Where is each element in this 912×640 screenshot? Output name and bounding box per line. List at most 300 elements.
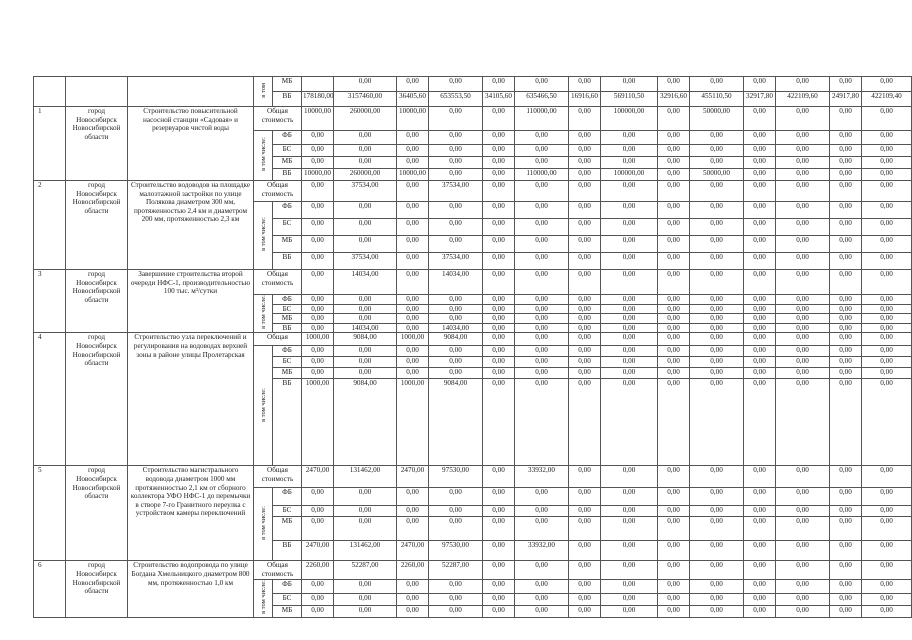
value-cell: 0,00	[658, 202, 690, 219]
value-cell: 0,00	[483, 379, 515, 466]
value-cell: 0,00	[830, 270, 862, 295]
fund-label: БС	[273, 357, 302, 368]
value-cell: 0,00	[744, 594, 776, 606]
value-cell: 0,00	[515, 488, 569, 506]
value-cell: 0,00	[483, 517, 515, 541]
value-cell: 0,00	[483, 77, 515, 92]
value-cell: 0,00	[830, 202, 862, 219]
value-cell: 0,00	[302, 580, 334, 594]
value-cell: 9084,00	[334, 379, 397, 466]
value-cell: 0,00	[483, 606, 515, 618]
value-cell: 0,00	[483, 314, 515, 324]
fund-label: МБ	[273, 517, 302, 541]
value-cell: 0,00	[483, 202, 515, 219]
fund-label: ФБ	[273, 202, 302, 219]
value-cell: 0,00	[302, 314, 334, 324]
value-cell: 0,00	[569, 594, 601, 606]
value-cell: 1000,00	[397, 379, 429, 466]
value-cell: 0,00	[862, 368, 912, 379]
value-cell: 0,00	[776, 541, 830, 561]
value-cell: 0,00	[830, 323, 862, 333]
value-cell: 0,00	[429, 77, 483, 92]
value-cell: 0,00	[334, 131, 397, 145]
value-cell: 0,00	[334, 580, 397, 594]
project-index: 1	[34, 107, 66, 181]
value-cell: 0,00	[862, 77, 912, 92]
value-cell: 0,00	[862, 357, 912, 368]
value-cell: 0,00	[776, 346, 830, 357]
value-cell: 0,00	[658, 219, 690, 236]
value-cell: 0,00	[690, 145, 744, 157]
value-cell: 0,00	[397, 517, 429, 541]
value-cell: 0,00	[429, 219, 483, 236]
vertical-label-text: в том числе:	[259, 506, 267, 541]
value-cell: 0,00	[601, 314, 658, 324]
value-cell: 0,00	[483, 368, 515, 379]
value-cell: 0,00	[601, 295, 658, 305]
value-cell: 14034,00	[429, 323, 483, 333]
value-cell: 0,00	[601, 131, 658, 145]
value-cell: 0,00	[862, 107, 912, 131]
value-cell: 0,00	[483, 219, 515, 236]
value-cell: 0,00	[658, 517, 690, 541]
project-index: 4	[34, 333, 66, 466]
value-cell: 2260,00	[397, 561, 429, 580]
value-cell: 0,00	[862, 202, 912, 219]
value-cell: 0,00	[397, 145, 429, 157]
value-cell: 0,00	[515, 323, 569, 333]
value-cell: 0,00	[569, 561, 601, 580]
value-cell: 0,00	[658, 466, 690, 488]
value-cell: 0,00	[776, 270, 830, 295]
value-cell: 0,00	[776, 157, 830, 169]
value-cell: 0,00	[397, 181, 429, 202]
value-cell: 0,00	[302, 253, 334, 270]
value-cell: 0,00	[690, 304, 744, 314]
value-cell: 0,00	[744, 323, 776, 333]
value-cell: 0,00	[483, 323, 515, 333]
value-cell: 0,00	[515, 357, 569, 368]
value-cell: 0,00	[744, 107, 776, 131]
value-cell: 0,00	[483, 169, 515, 181]
value-cell: 9084,00	[334, 333, 397, 346]
total-cost-label: Общая стоимость	[254, 561, 302, 580]
value-cell: 0,00	[862, 131, 912, 145]
value-cell: 0,00	[862, 304, 912, 314]
value-cell: 100000,00	[601, 107, 658, 131]
value-cell: 0,00	[515, 561, 569, 580]
value-cell: 52287,00	[334, 561, 397, 580]
value-cell: 0,00	[862, 466, 912, 488]
value-cell: 0,00	[658, 606, 690, 618]
value-cell: 0,00	[601, 379, 658, 466]
value-cell: 0,00	[515, 346, 569, 357]
value-cell: 0,00	[690, 236, 744, 253]
value-cell: 0,00	[334, 506, 397, 517]
value-cell: 0,00	[483, 181, 515, 202]
value-cell: 0,00	[830, 606, 862, 618]
value-cell: 0,00	[569, 169, 601, 181]
value-cell: 0,00	[429, 488, 483, 506]
value-cell: 0,00	[515, 270, 569, 295]
value-cell: 0,00	[334, 236, 397, 253]
value-cell: 0,00	[334, 488, 397, 506]
value-cell: 0,00	[658, 169, 690, 181]
value-cell: 0,00	[744, 169, 776, 181]
value-cell: 0,00	[515, 506, 569, 517]
value-cell: 0,00	[830, 333, 862, 346]
value-cell: 178180,00	[302, 92, 334, 107]
value-cell: 0,00	[334, 157, 397, 169]
fund-label: МБ	[273, 606, 302, 618]
total-cost-label: Общая стоимость	[254, 181, 302, 202]
value-cell-empty	[302, 77, 334, 92]
value-cell: 0,00	[483, 541, 515, 561]
value-cell: 0,00	[830, 506, 862, 517]
value-cell: 16916,60	[569, 92, 601, 107]
value-cell: 0,00	[397, 295, 429, 305]
value-cell: 0,00	[830, 131, 862, 145]
value-cell: 0,00	[601, 219, 658, 236]
value-cell: 0,00	[334, 219, 397, 236]
value-cell: 0,00	[397, 131, 429, 145]
value-cell: 10000,00	[302, 107, 334, 131]
value-cell: 0,00	[601, 541, 658, 561]
value-cell: 0,00	[830, 580, 862, 594]
project-name: Строительство водоводов на площадке малоэтажной застройки по улице Полякова диаметром 300 мм, протяженностью 2,4 км и диаметром 200 мм, протяженностью 2,3 км	[128, 181, 254, 270]
value-cell: 0,00	[429, 580, 483, 594]
value-cell: 0,00	[483, 253, 515, 270]
value-cell: 0,00	[397, 253, 429, 270]
value-cell: 110000,00	[515, 107, 569, 131]
value-cell: 0,00	[515, 145, 569, 157]
value-cell: 0,00	[515, 517, 569, 541]
value-cell: 0,00	[690, 270, 744, 295]
project-name: Строительство водопровода по улице Богдана Хмельницкого диаметром 800 мм, протяженностью 1,0 км	[128, 561, 254, 617]
value-cell: 0,00	[862, 145, 912, 157]
value-cell: 14034,00	[334, 323, 397, 333]
value-cell: 0,00	[302, 304, 334, 314]
value-cell: 0,00	[862, 253, 912, 270]
value-cell: 0,00	[569, 606, 601, 618]
value-cell: 0,00	[658, 236, 690, 253]
value-cell: 0,00	[601, 202, 658, 219]
value-cell: 0,00	[483, 157, 515, 169]
value-cell: 0,00	[690, 157, 744, 169]
fund-label: ВБ	[273, 379, 302, 466]
value-cell: 0,00	[830, 107, 862, 131]
project-index: 3	[34, 270, 66, 333]
value-cell: 97530,00	[429, 466, 483, 488]
value-cell: 0,00	[658, 561, 690, 580]
value-cell: 0,00	[862, 314, 912, 324]
value-cell: 0,00	[515, 131, 569, 145]
value-cell: 0,00	[830, 145, 862, 157]
value-cell: 0,00	[569, 517, 601, 541]
value-cell: 0,00	[515, 202, 569, 219]
value-cell: 0,00	[862, 506, 912, 517]
value-cell: 0,00	[776, 323, 830, 333]
value-cell: 0,00	[658, 333, 690, 346]
value-cell: 0,00	[830, 594, 862, 606]
project-row	[34, 466, 912, 488]
value-cell: 0,00	[601, 333, 658, 346]
value-cell: 97530,00	[429, 541, 483, 561]
value-cell: 0,00	[483, 594, 515, 606]
project-location: город Новосибирск Новосибирской области	[66, 181, 128, 270]
value-cell: 260000,00	[334, 107, 397, 131]
value-cell: 0,00	[744, 157, 776, 169]
value-cell: 0,00	[334, 304, 397, 314]
value-cell: 0,00	[658, 270, 690, 295]
value-cell: 0,00	[776, 107, 830, 131]
value-cell: 0,00	[569, 202, 601, 219]
value-cell: 131462,00	[334, 466, 397, 488]
vertical-label-text: в том числе:	[259, 580, 267, 615]
value-cell: 0,00	[830, 304, 862, 314]
value-cell: 0,00	[515, 368, 569, 379]
value-cell: 0,00	[776, 236, 830, 253]
value-cell: 50000,00	[690, 169, 744, 181]
value-cell: 0,00	[744, 304, 776, 314]
value-cell: 0,00	[302, 270, 334, 295]
value-cell: 0,00	[483, 333, 515, 346]
value-cell: 0,00	[830, 561, 862, 580]
value-cell: 0,00	[569, 506, 601, 517]
value-cell: 0,00	[429, 107, 483, 131]
value-cell: 0,00	[658, 304, 690, 314]
value-cell: 0,00	[862, 580, 912, 594]
value-cell: 0,00	[302, 346, 334, 357]
value-cell: 0,00	[569, 77, 601, 92]
value-cell: 0,00	[429, 368, 483, 379]
value-cell: 0,00	[601, 346, 658, 357]
fund-label: ВБ	[273, 541, 302, 561]
value-cell: 0,00	[334, 314, 397, 324]
value-cell: 0,00	[302, 488, 334, 506]
value-cell: 24917,80	[830, 92, 862, 107]
value-cell: 0,00	[483, 270, 515, 295]
value-cell: 0,00	[601, 157, 658, 169]
value-cell: 0,00	[601, 580, 658, 594]
value-cell: 0,00	[744, 488, 776, 506]
project-location: город Новосибирск Новосибирской области	[66, 561, 128, 617]
value-cell: 0,00	[776, 580, 830, 594]
value-cell: 0,00	[429, 304, 483, 314]
value-cell: 0,00	[483, 488, 515, 506]
value-cell: 0,00	[830, 379, 862, 466]
value-cell: 0,00	[830, 357, 862, 368]
value-cell: 2470,00	[302, 541, 334, 561]
value-cell: 0,00	[830, 157, 862, 169]
value-cell: 0,00	[569, 466, 601, 488]
fund-label: ФБ	[273, 131, 302, 145]
vertical-label	[254, 346, 273, 466]
value-cell: 0,00	[658, 181, 690, 202]
value-cell: 0,00	[515, 314, 569, 324]
value-cell: 455110,50	[690, 92, 744, 107]
value-cell: 0,00	[483, 466, 515, 488]
value-cell: 0,00	[429, 202, 483, 219]
fund-label: БС	[273, 594, 302, 606]
value-cell: 110000,00	[515, 169, 569, 181]
value-cell: 0,00	[515, 580, 569, 594]
value-cell: 0,00	[744, 346, 776, 357]
value-cell: 0,00	[397, 594, 429, 606]
value-cell: 0,00	[569, 295, 601, 305]
value-cell: 0,00	[429, 594, 483, 606]
project-location: город Новосибирск Новосибирской области	[66, 466, 128, 561]
value-cell: 0,00	[397, 77, 429, 92]
value-cell: 0,00	[830, 368, 862, 379]
table-row	[34, 77, 912, 92]
value-cell: 0,00	[397, 368, 429, 379]
value-cell: 0,00	[601, 606, 658, 618]
total-cost-label: Общая стоимость	[254, 107, 302, 131]
value-cell: 0,00	[862, 488, 912, 506]
value-cell: 0,00	[830, 295, 862, 305]
value-cell: 0,00	[569, 181, 601, 202]
value-cell: 0,00	[483, 304, 515, 314]
value-cell: 52287,00	[429, 561, 483, 580]
value-cell: 0,00	[744, 541, 776, 561]
value-cell: 569110,50	[601, 92, 658, 107]
project-index: 6	[34, 561, 66, 617]
value-cell: 2470,00	[397, 541, 429, 561]
value-cell: 0,00	[569, 580, 601, 594]
value-cell: 0,00	[776, 561, 830, 580]
project-row	[34, 561, 912, 580]
value-cell: 0,00	[515, 253, 569, 270]
value-cell: 0,00	[515, 219, 569, 236]
value-cell: 0,00	[302, 506, 334, 517]
value-cell: 0,00	[483, 357, 515, 368]
project-row	[34, 181, 912, 202]
value-cell: 0,00	[397, 202, 429, 219]
value-cell: 9084,00	[429, 333, 483, 346]
value-cell: 0,00	[744, 77, 776, 92]
value-cell: 0,00	[776, 466, 830, 488]
value-cell: 0,00	[569, 323, 601, 333]
value-cell: 0,00	[569, 236, 601, 253]
value-cell: 0,00	[690, 379, 744, 466]
value-cell: 14034,00	[334, 270, 397, 295]
project-location: город Новосибирск Новосибирской области	[66, 333, 128, 466]
value-cell: 0,00	[302, 202, 334, 219]
value-cell: 0,00	[601, 253, 658, 270]
project-location: город Новосибирск Новосибирской области	[66, 270, 128, 333]
value-cell: 0,00	[776, 506, 830, 517]
value-cell: 0,00	[690, 561, 744, 580]
value-cell: 0,00	[690, 594, 744, 606]
vertical-label-text: в том числе:	[259, 217, 267, 252]
value-cell: 0,00	[601, 304, 658, 314]
value-cell: 0,00	[776, 368, 830, 379]
value-cell: 0,00	[569, 346, 601, 357]
project-index: 5	[34, 466, 66, 561]
value-cell: 0,00	[601, 594, 658, 606]
value-cell: 0,00	[397, 219, 429, 236]
value-cell: 0,00	[569, 357, 601, 368]
fund-label: ВБ	[273, 169, 302, 181]
value-cell: 0,00	[690, 580, 744, 594]
value-cell: 0,00	[830, 77, 862, 92]
value-cell: 0,00	[397, 157, 429, 169]
value-cell: 0,00	[302, 219, 334, 236]
value-cell: 0,00	[515, 606, 569, 618]
value-cell: 0,00	[776, 314, 830, 324]
value-cell: 34105,60	[483, 92, 515, 107]
fund-label: БС	[273, 219, 302, 236]
value-cell: 0,00	[776, 333, 830, 346]
value-cell: 0,00	[744, 219, 776, 236]
value-cell: 0,00	[569, 270, 601, 295]
value-cell: 0,00	[830, 346, 862, 357]
value-cell: 50000,00	[690, 107, 744, 131]
value-cell: 0,00	[483, 107, 515, 131]
value-cell: 32917,80	[744, 92, 776, 107]
value-cell: 0,00	[830, 236, 862, 253]
fund-label: МБ	[273, 157, 302, 169]
value-cell: 0,00	[776, 181, 830, 202]
value-cell: 0,00	[690, 323, 744, 333]
vertical-label	[254, 202, 273, 270]
value-cell: 0,00	[302, 157, 334, 169]
value-cell: 0,00	[690, 333, 744, 346]
project-name: Строительство узла переключений и регулирования на водоводах верхней зоны в районе улицы Пролетарская	[128, 333, 254, 466]
fund-label: ВБ	[273, 92, 302, 107]
value-cell: 422109,40	[862, 92, 912, 107]
value-cell: 0,00	[744, 253, 776, 270]
value-cell: 0,00	[569, 304, 601, 314]
value-cell: 653553,50	[429, 92, 483, 107]
fund-label: МБ	[273, 368, 302, 379]
value-cell: 0,00	[515, 333, 569, 346]
value-cell: 0,00	[744, 357, 776, 368]
value-cell: 0,00	[690, 181, 744, 202]
location-cell-empty	[66, 77, 128, 107]
value-cell: 131462,00	[334, 541, 397, 561]
value-cell: 0,00	[744, 145, 776, 157]
value-cell: 0,00	[776, 304, 830, 314]
value-cell: 10000,00	[302, 169, 334, 181]
value-cell: 0,00	[690, 314, 744, 324]
fund-label: ФБ	[273, 488, 302, 506]
value-cell: 0,00	[862, 594, 912, 606]
value-cell: 0,00	[690, 357, 744, 368]
value-cell: 0,00	[515, 304, 569, 314]
value-cell: 0,00	[776, 145, 830, 157]
value-cell: 0,00	[429, 236, 483, 253]
value-cell: 0,00	[744, 202, 776, 219]
value-cell: 0,00	[690, 541, 744, 561]
value-cell: 0,00	[601, 561, 658, 580]
value-cell: 0,00	[601, 236, 658, 253]
value-cell: 0,00	[744, 580, 776, 594]
value-cell: 0,00	[830, 517, 862, 541]
value-cell: 37534,00	[334, 253, 397, 270]
value-cell: 33932,00	[515, 466, 569, 488]
value-cell: 0,00	[334, 202, 397, 219]
vertical-label	[254, 488, 273, 561]
value-cell: 0,00	[658, 323, 690, 333]
value-cell: 0,00	[569, 541, 601, 561]
value-cell: 0,00	[658, 594, 690, 606]
value-cell: 0,00	[690, 346, 744, 357]
value-cell: 2260,00	[302, 561, 334, 580]
document-page	[33, 76, 902, 615]
value-cell: 14034,00	[429, 270, 483, 295]
